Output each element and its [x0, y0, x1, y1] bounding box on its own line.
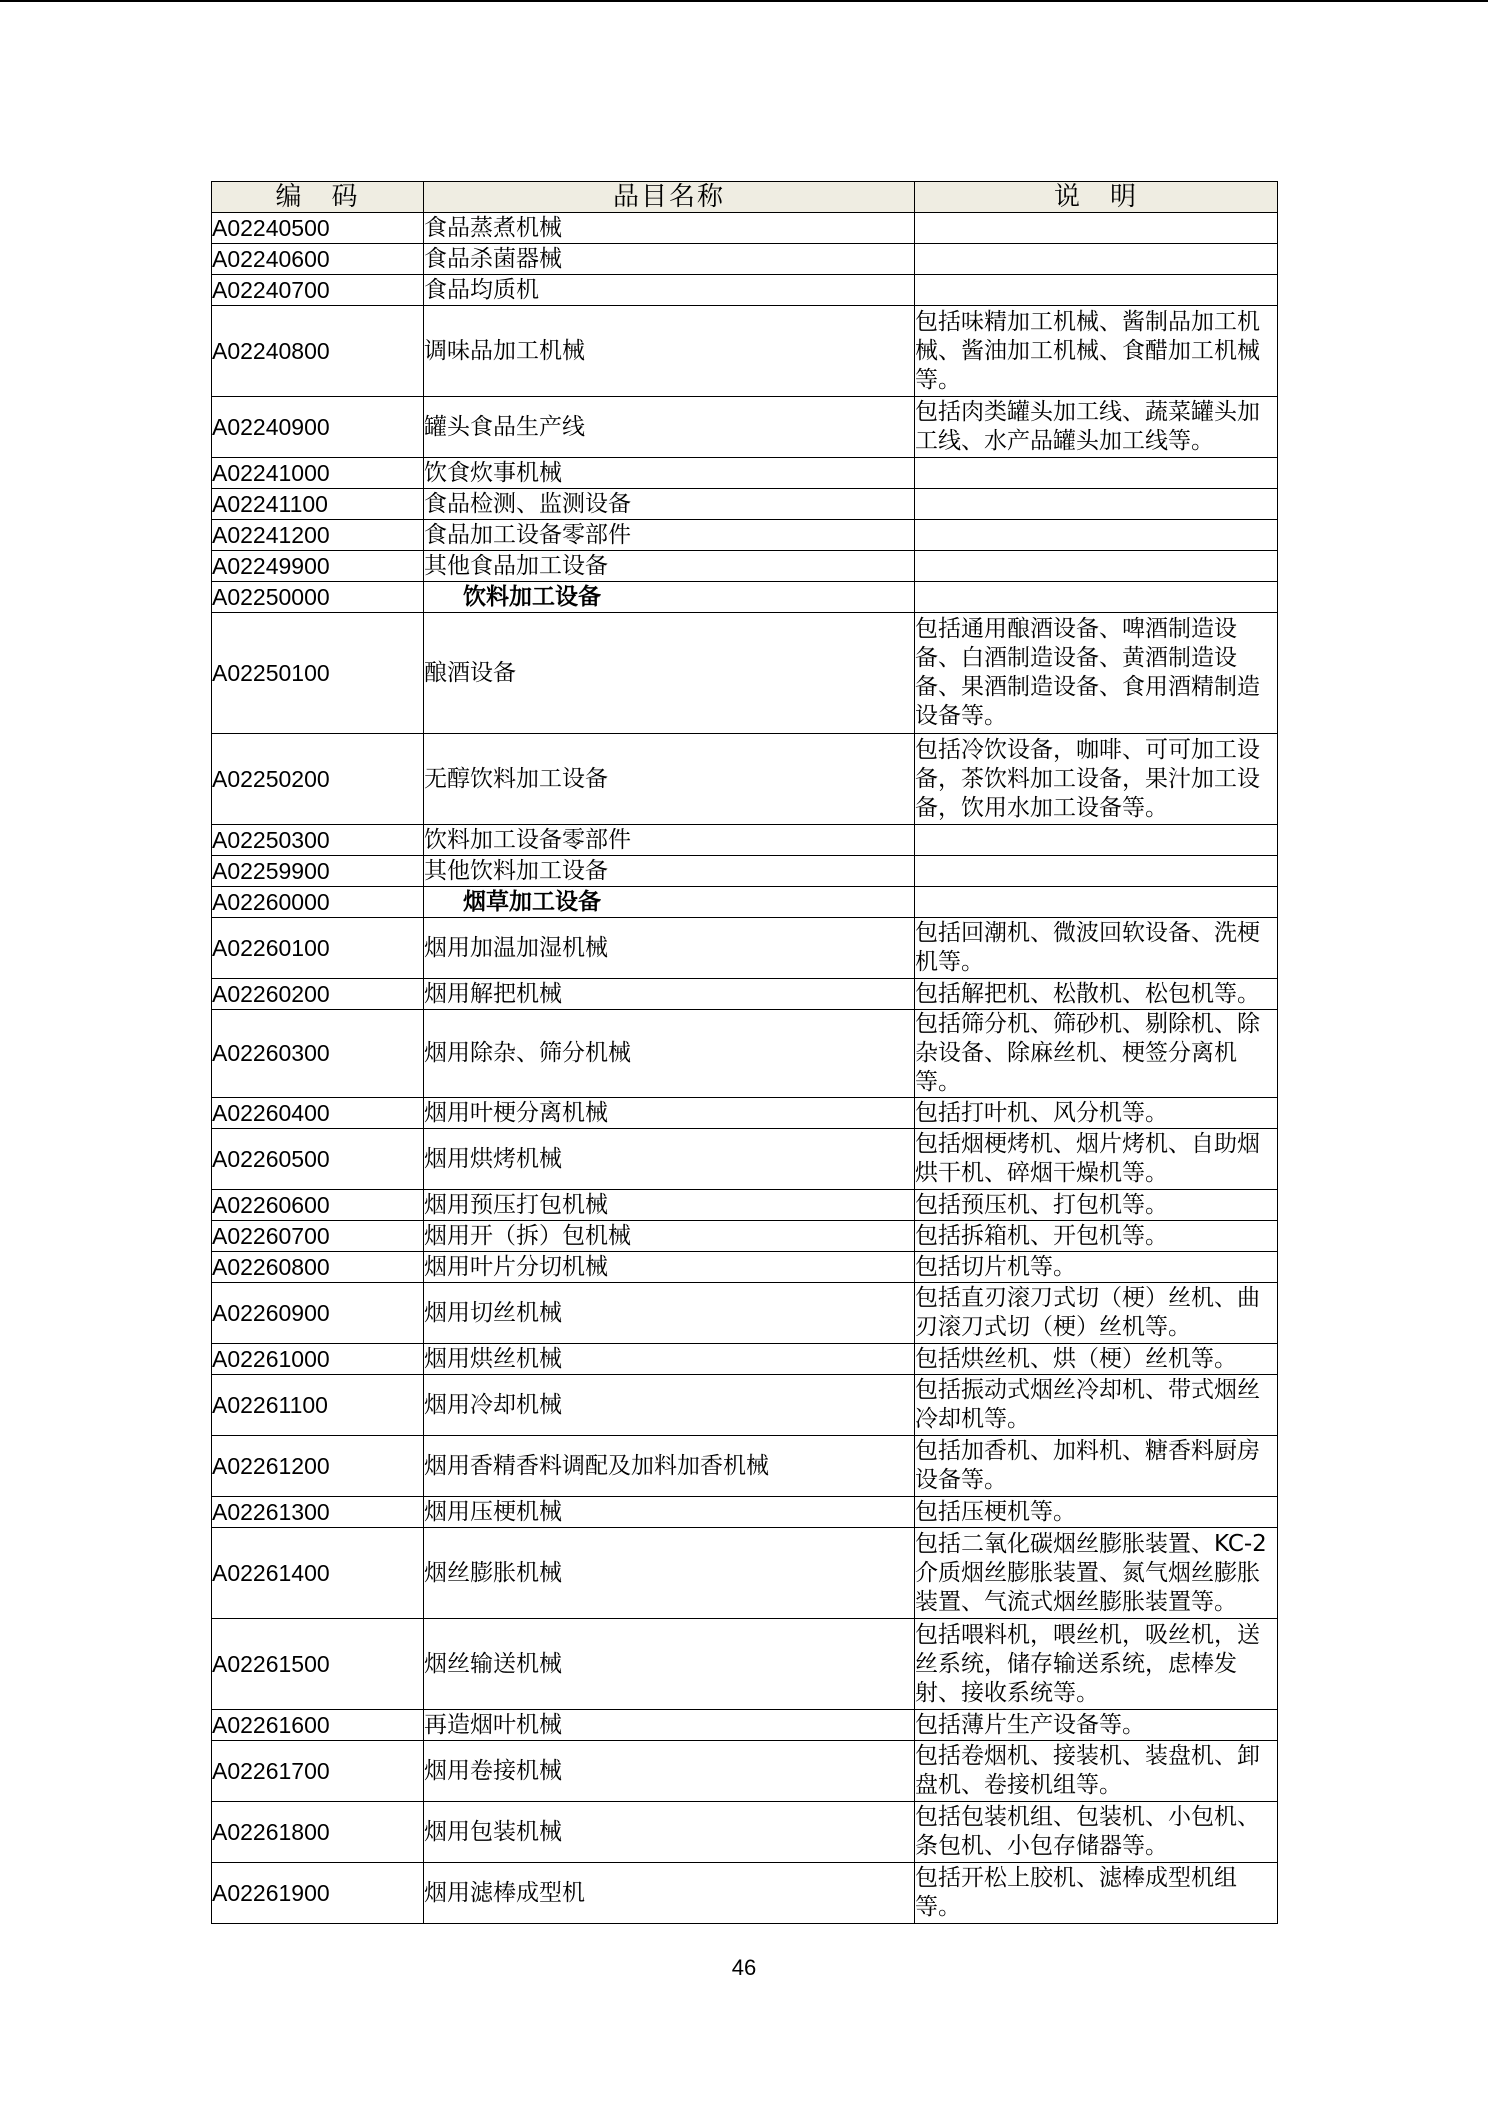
item-name: 食品蒸煮机械: [424, 213, 915, 244]
item-code: A02261200: [212, 1436, 424, 1497]
table-row: [212, 1863, 1278, 1924]
item-name: 食品杀菌器械: [424, 244, 915, 275]
item-code: A02250200: [212, 734, 424, 825]
item-name: 其他食品加工设备: [424, 551, 915, 582]
table-header-row: [212, 182, 1278, 213]
table-row: [212, 887, 1278, 918]
table-row: [212, 825, 1278, 856]
item-description: [915, 244, 1278, 275]
table-row: [212, 918, 1278, 979]
item-name: 烟用冷却机械: [424, 1375, 915, 1436]
item-description: 包括薄片生产设备等。: [915, 1710, 1278, 1741]
table-row: [212, 1375, 1278, 1436]
item-code: A02261100: [212, 1375, 424, 1436]
item-description: 包括肉类罐头加工线、蔬菜罐头加工线、水产品罐头加工线等。: [915, 397, 1278, 458]
item-name: 烟用烘丝机械: [424, 1344, 915, 1375]
item-name: 烟用开（拆）包机械: [424, 1221, 915, 1252]
item-description: 包括回潮机、微波回软设备、洗梗机等。: [915, 918, 1278, 979]
item-code: A02261400: [212, 1528, 424, 1619]
item-code: A02261800: [212, 1802, 424, 1863]
item-code: A02259900: [212, 856, 424, 887]
table-row: [212, 520, 1278, 551]
item-description: [915, 825, 1278, 856]
item-description: [915, 489, 1278, 520]
item-name: 烟丝输送机械: [424, 1619, 915, 1710]
table-row: [212, 213, 1278, 244]
item-description: 包括通用酿酒设备、啤酒制造设备、白酒制造设备、黄酒制造设备、果酒制造设备、食用酒精制造设备等。: [915, 613, 1278, 734]
item-name: 烟用烘烤机械: [424, 1129, 915, 1190]
item-code: A02261000: [212, 1344, 424, 1375]
item-code: A02250100: [212, 613, 424, 734]
item-description: 包括压梗机等。: [915, 1497, 1278, 1528]
item-code: A02240800: [212, 306, 424, 397]
item-name: 烟用除杂、筛分机械: [424, 1010, 915, 1098]
table-row: [212, 306, 1278, 397]
item-name: 食品检测、监测设备: [424, 489, 915, 520]
item-description: 包括拆箱机、开包机等。: [915, 1221, 1278, 1252]
item-code: A02241000: [212, 458, 424, 489]
table-row: [212, 244, 1278, 275]
item-name: 烟用加温加湿机械: [424, 918, 915, 979]
item-description: 包括卷烟机、接装机、装盘机、卸盘机、卷接机组等。: [915, 1741, 1278, 1802]
table-row: [212, 1190, 1278, 1221]
category-name: 烟草加工设备: [424, 887, 915, 918]
table-row: [212, 1802, 1278, 1863]
item-description: 包括预压机、打包机等。: [915, 1190, 1278, 1221]
header-name: 品目名称: [424, 182, 915, 213]
item-name: 烟用卷接机械: [424, 1741, 915, 1802]
item-description: 包括开松上胶机、滤棒成型机组等。: [915, 1863, 1278, 1924]
item-name: 饮料加工设备零部件: [424, 825, 915, 856]
item-description: [915, 856, 1278, 887]
item-code: A02260300: [212, 1010, 424, 1098]
item-name: 罐头食品生产线: [424, 397, 915, 458]
table-row: [212, 1528, 1278, 1619]
table-row: [212, 582, 1278, 613]
item-description: [915, 520, 1278, 551]
item-code: A02249900: [212, 551, 424, 582]
item-description: 包括味精加工机械、酱制品加工机械、酱油加工机械、食醋加工机械等。: [915, 306, 1278, 397]
item-name: 烟用包装机械: [424, 1802, 915, 1863]
item-code: A02260800: [212, 1252, 424, 1283]
item-code: A02260100: [212, 918, 424, 979]
item-description: 包括直刃滚刀式切（梗）丝机、曲刃滚刀式切（梗）丝机等。: [915, 1283, 1278, 1344]
item-name: 再造烟叶机械: [424, 1710, 915, 1741]
item-code: A02261900: [212, 1863, 424, 1924]
item-code: A02260400: [212, 1098, 424, 1129]
table-row: [212, 1098, 1278, 1129]
item-code: A02261500: [212, 1619, 424, 1710]
item-description: [915, 275, 1278, 306]
item-name: 酿酒设备: [424, 613, 915, 734]
item-code: A02240500: [212, 213, 424, 244]
item-code: A02240700: [212, 275, 424, 306]
item-code: A02261700: [212, 1741, 424, 1802]
item-code: A02241200: [212, 520, 424, 551]
item-description: [915, 458, 1278, 489]
header-desc: 说 明: [915, 182, 1278, 213]
item-name: 烟用叶梗分离机械: [424, 1098, 915, 1129]
table-row: [212, 1710, 1278, 1741]
item-code: A02241100: [212, 489, 424, 520]
item-name: 食品均质机: [424, 275, 915, 306]
table-row: [212, 1010, 1278, 1098]
table-row: [212, 1344, 1278, 1375]
item-code: A02250300: [212, 825, 424, 856]
item-code: A02261600: [212, 1710, 424, 1741]
item-name: 烟用叶片分切机械: [424, 1252, 915, 1283]
item-description: 包括振动式烟丝冷却机、带式烟丝冷却机等。: [915, 1375, 1278, 1436]
table-row: [212, 979, 1278, 1010]
item-description: 包括筛分机、筛砂机、剔除机、除杂设备、除麻丝机、梗签分离机等。: [915, 1010, 1278, 1098]
table-row: [212, 551, 1278, 582]
table-row: [212, 1619, 1278, 1710]
table-row: [212, 458, 1278, 489]
item-code: A02260500: [212, 1129, 424, 1190]
item-name: 烟丝膨胀机械: [424, 1528, 915, 1619]
item-description: 包括烟梗烤机、烟片烤机、自助烟烘干机、碎烟干燥机等。: [915, 1129, 1278, 1190]
item-name: 无醇饮料加工设备: [424, 734, 915, 825]
table-row: [212, 1741, 1278, 1802]
item-description: [915, 213, 1278, 244]
table-row: [212, 856, 1278, 887]
item-description: 包括冷饮设备，咖啡、可可加工设备，茶饮料加工设备，果汁加工设备，饮用水加工设备等。: [915, 734, 1278, 825]
table-row: [212, 1221, 1278, 1252]
item-code: A02250000: [212, 582, 424, 613]
item-code: A02260000: [212, 887, 424, 918]
item-name: 食品加工设备零部件: [424, 520, 915, 551]
item-code: A02260200: [212, 979, 424, 1010]
item-description: 包括二氧化碳烟丝膨胀装置、KC-2介质烟丝膨胀装置、氮气烟丝膨胀装置、气流式烟丝膨胀装置等。: [915, 1528, 1278, 1619]
item-description: [915, 551, 1278, 582]
table-row: [212, 1252, 1278, 1283]
category-name: 饮料加工设备: [424, 582, 915, 613]
item-name: 烟用压梗机械: [424, 1497, 915, 1528]
catalog-table: [211, 181, 1278, 1924]
table-row: [212, 734, 1278, 825]
item-code: A02261300: [212, 1497, 424, 1528]
table-body: [212, 213, 1278, 1924]
item-name: 饮食炊事机械: [424, 458, 915, 489]
table-row: [212, 1129, 1278, 1190]
item-name: 烟用解把机械: [424, 979, 915, 1010]
item-description: 包括加香机、加料机、糖香料厨房设备等。: [915, 1436, 1278, 1497]
item-name: 其他饮料加工设备: [424, 856, 915, 887]
item-name: 烟用预压打包机械: [424, 1190, 915, 1221]
item-description: 包括包装机组、包装机、小包机、条包机、小包存储器等。: [915, 1802, 1278, 1863]
table-row: [212, 489, 1278, 520]
item-description: [915, 887, 1278, 918]
item-description: 包括打叶机、风分机等。: [915, 1098, 1278, 1129]
item-name: 烟用香精香料调配及加料加香机械: [424, 1436, 915, 1497]
header-code: 编 码: [212, 182, 424, 213]
table-row: [212, 1283, 1278, 1344]
table-row: [212, 397, 1278, 458]
item-description: 包括烘丝机、烘（梗）丝机等。: [915, 1344, 1278, 1375]
page-top-border: [0, 0, 1488, 2]
item-name: 烟用滤棒成型机: [424, 1863, 915, 1924]
item-name: 调味品加工机械: [424, 306, 915, 397]
item-code: A02260900: [212, 1283, 424, 1344]
item-description: 包括解把机、松散机、松包机等。: [915, 979, 1278, 1010]
page-number: 46: [731, 1955, 757, 1980]
table-row: [212, 275, 1278, 306]
table-row: [212, 1436, 1278, 1497]
item-code: A02260600: [212, 1190, 424, 1221]
table-row: [212, 613, 1278, 734]
item-code: A02240600: [212, 244, 424, 275]
item-description: [915, 582, 1278, 613]
item-code: A02260700: [212, 1221, 424, 1252]
table-row: [212, 1497, 1278, 1528]
item-name: 烟用切丝机械: [424, 1283, 915, 1344]
item-description: 包括切片机等。: [915, 1252, 1278, 1283]
item-code: A02240900: [212, 397, 424, 458]
item-description: 包括喂料机，喂丝机，吸丝机，送丝系统，储存输送系统，虑棒发射、接收系统等。: [915, 1619, 1278, 1710]
